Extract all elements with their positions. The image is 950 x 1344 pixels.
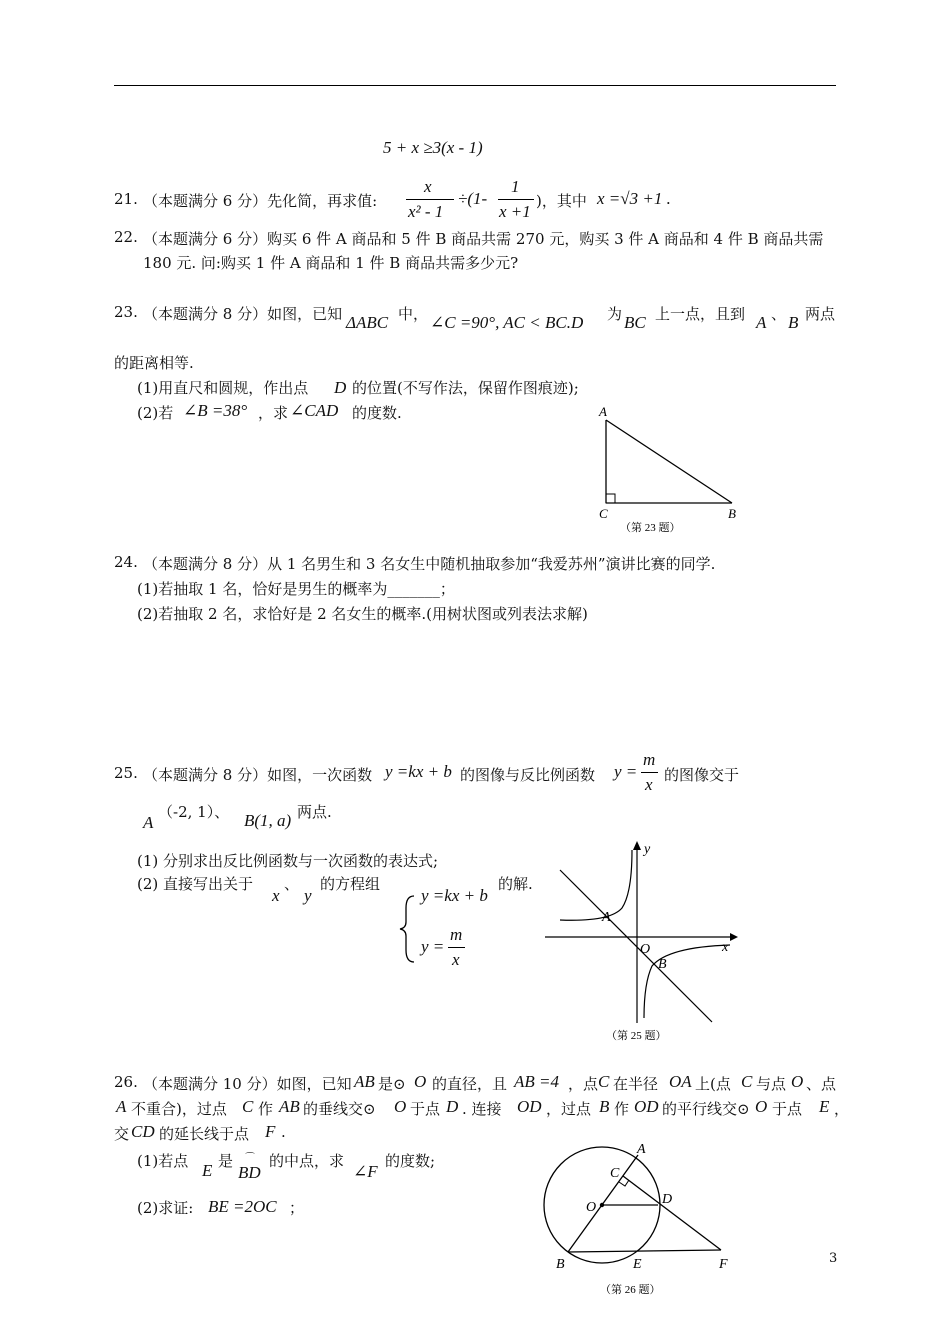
q26-part2-post: ； (289, 1199, 305, 1217)
q23-zhong: 中， (398, 305, 429, 323)
fig25-caption: （第 25 题） (606, 1030, 667, 1042)
q21-frac1-bar (406, 199, 454, 200)
fig26-line-cf (623, 1176, 721, 1250)
fig26-label-o: O (586, 1200, 597, 1215)
q23-part1-d: D (334, 378, 347, 397)
q23-b: B (788, 313, 799, 332)
fig25-label-o: O (640, 942, 651, 957)
q24-number: 24. (114, 553, 138, 571)
q26-d1: D (446, 1097, 459, 1116)
q26-part1-e: E (202, 1161, 213, 1180)
q26-ab4: AB =4 (514, 1072, 559, 1091)
fig23-right-angle-mark (606, 494, 615, 503)
fig25-label-x: x (722, 940, 729, 955)
fig26-label-b: B (556, 1257, 565, 1272)
q26-part1-bd: BD (238, 1163, 261, 1182)
inequality-expression: 5 + x ≥3(x - 1) (383, 138, 483, 157)
q23-triangle: ΔABC (346, 313, 389, 332)
q26-c3: C (242, 1097, 254, 1116)
q26-l1f: 上(点 (695, 1075, 731, 1093)
q26-part1-angle-f: ∠F (353, 1162, 378, 1181)
fig25-label-y: y (644, 842, 651, 857)
fig23-label-a: A (599, 404, 607, 419)
q26-l2e: . 连接 (462, 1100, 502, 1118)
q23-part1-pre: (1)用直尺和圆规，作出点 (137, 379, 309, 397)
q26-o3: O (394, 1097, 407, 1116)
q26-part1-shi: 是 (218, 1152, 234, 1170)
q26-l2j: ， (834, 1100, 850, 1118)
q26-l2c: 的垂线交⊙ (303, 1100, 376, 1118)
q26-c2: C (741, 1072, 753, 1091)
q25-suffix: 的图像交于 (664, 766, 740, 784)
q22-line1: （本题满分 6 分）购买 6 件 A 商品和 5 件 B 商品共需 270 元，购买 3 件 A 商品和 4 件 B 商品共需 (143, 230, 824, 248)
q25-part1: (1) 分别求出反比例函数与一次函数的表达式; (137, 852, 439, 870)
q25-system-eq1: y =kx + b (421, 886, 488, 905)
q22-line2: 180 元. 问:购买 1 件 A 商品和 1 件 B 商品共需多少元? (143, 254, 519, 272)
q25-jie: 的解. (498, 875, 533, 893)
q25-point-a-coord: （-2, 1）、 (158, 803, 230, 821)
q21-value: x =√3 +1 . (597, 189, 671, 208)
q26-l1g: 与点 (756, 1075, 787, 1093)
fig25-linear-line (560, 870, 712, 1022)
q21-frac1-num: x (424, 177, 432, 196)
q23-shang: 上一点，且到 (655, 305, 746, 323)
q26-ab: AB (354, 1072, 375, 1091)
fig23-caption: （第 23 题） (620, 522, 681, 534)
q23-condition: ∠C =90°, AC < BC.D (430, 313, 584, 332)
q26-part1-arc-mark: ⌒ (245, 1153, 255, 1164)
q24-part1: (1)若抽取 1 名，恰好是男生的概率为_______； (137, 580, 455, 598)
q25-part2-pre: (2) 直接写出关于 (137, 875, 254, 893)
figure-26 (530, 1135, 740, 1300)
fig25-label-a: A (602, 910, 611, 925)
q25-mid: 的图像与反比例函数 (460, 766, 596, 784)
q26-o2: O (791, 1072, 804, 1091)
fig26-center-dot (600, 1203, 604, 1207)
q26-o4: O (755, 1097, 768, 1116)
fig26-right-angle-mark (619, 1180, 629, 1186)
q25-part2-dun: 、 (284, 875, 300, 893)
q26-number: 26. (114, 1073, 138, 1091)
q21-frac2-bar (498, 199, 534, 200)
q25-frac-bar (641, 772, 658, 773)
q25-prefix: （本题满分 8 分）如图，一次函数 (143, 766, 373, 784)
q25-part2-post: 的方程组 (320, 875, 381, 893)
q25-frac-num: m (643, 750, 656, 769)
header-rule (114, 85, 836, 86)
fig25-hyperbola-branch-4 (644, 945, 730, 1018)
q23-part1-post: 的位置(不写作法，保留作图痕迹); (352, 379, 579, 397)
q23-part2-angle: ∠B =38° (183, 401, 248, 420)
q21-op-close: )，其中 (536, 192, 587, 210)
fig26-label-f: F (719, 1257, 728, 1272)
q26-l1a: （本题满分 10 分）如图，已知 (143, 1075, 352, 1093)
q26-l1h: 、点 (806, 1075, 837, 1093)
q26-e1: E (819, 1097, 830, 1116)
q25-system-eq2-bar (448, 947, 465, 948)
page-number: 3 (829, 1251, 838, 1266)
fig26-label-e: E (633, 1257, 642, 1272)
q26-l1d: ，点 (568, 1075, 599, 1093)
q26-cd: CD (131, 1122, 155, 1141)
q23-number: 23. (114, 303, 138, 321)
fig23-side-ab (606, 420, 732, 503)
q26-part1-mid: 的中点，求 (269, 1152, 345, 1170)
q26-l2f: ，过点 (546, 1100, 592, 1118)
fig25-y-arrow (633, 841, 641, 850)
q25-system-brace (398, 894, 418, 964)
q24-text: （本题满分 8 分）从 1 名男生和 3 名女生中随机抽取参加“我爱苏州”演讲比赛的同学. (143, 555, 716, 573)
q23-part2-post: 的度数. (352, 404, 402, 422)
q25-system-eq2-den: x (452, 950, 460, 969)
fig26-label-a: A (637, 1142, 646, 1157)
q26-od2: OD (634, 1097, 659, 1116)
q23-wei: 为 (607, 305, 623, 323)
fig23-label-b: B (728, 506, 736, 521)
q26-o1: O (414, 1072, 427, 1091)
q26-f1: F (265, 1122, 276, 1141)
q26-ab2: AB (279, 1097, 300, 1116)
fig26-line-bf (568, 1250, 721, 1252)
q25-system-eq2-num: m (450, 925, 463, 944)
q26-part2-pre: (2)求证: (137, 1199, 194, 1217)
q26-l2h: 的平行线交⊙ (662, 1100, 750, 1118)
q26-part1-pre: (1)若点 (137, 1152, 189, 1170)
q25-point-a: A (143, 813, 154, 832)
q26-l2d: 于点 (410, 1100, 441, 1118)
q21-number: 21. (114, 190, 138, 208)
fig26-label-d: D (662, 1192, 673, 1207)
q25-part2-x: x (272, 886, 280, 905)
q26-od: OD (517, 1097, 542, 1116)
q21-frac2-den: x +1 (499, 202, 531, 221)
fig26-caption: （第 26 题） (600, 1284, 661, 1296)
q26-l1c: 的直径，且 (432, 1075, 508, 1093)
q24-part2: (2)若抽取 2 名，求恰好是 2 名女生的概率.(用树状图或列表法求解) (137, 605, 588, 623)
q26-l2-a: A (116, 1097, 127, 1116)
fig25-x-arrow (730, 933, 738, 941)
q26-b1: B (599, 1097, 610, 1116)
q26-l3a: 交 (114, 1125, 130, 1143)
q25-frac-den: x (645, 775, 653, 794)
q21-text: （本题满分 6 分）先化简，再求值: (143, 192, 378, 210)
q23-a: A (756, 313, 767, 332)
q25-system-eq2-pre: y = (421, 937, 445, 956)
q26-l2i: 于点 (772, 1100, 803, 1118)
q23-part2-cad: ∠CAD (290, 401, 339, 420)
q25-liangdian: 两点. (297, 803, 332, 821)
q26-l3b: 的延长线于点 (159, 1125, 250, 1143)
fig25-hyperbola-branch-2 (560, 850, 632, 920)
q23-bc: BC (624, 313, 646, 332)
q23-part2-mid: ，求 (258, 404, 289, 422)
q26-l3c: . (281, 1123, 286, 1141)
fig26-label-c: C (610, 1166, 620, 1181)
q21-frac1-den: x² - 1 (408, 202, 444, 221)
q26-l2a: 不重合)，过点 (131, 1100, 227, 1118)
q23-prefix: （本题满分 8 分）如图，已知 (143, 305, 343, 323)
q26-l2b: 作 (258, 1100, 274, 1118)
q25-part2-y: y (304, 886, 312, 905)
q23-line2: 的距离相等. (114, 354, 194, 372)
q26-part2-eq: BE =2OC (208, 1197, 277, 1216)
q22-number: 22. (114, 228, 138, 246)
q26-c1: C (598, 1072, 610, 1091)
q21-op-open: ÷(1- (458, 189, 488, 208)
fig23-label-c: C (599, 506, 608, 521)
fig25-label-b: B (658, 957, 667, 972)
q25-y-eq: y = (614, 762, 638, 781)
q26-l1b: 是⊙ (378, 1075, 406, 1093)
q23-dun: 、 (771, 305, 787, 323)
q26-oa: OA (669, 1072, 692, 1091)
q26-part1-post: 的度数; (385, 1152, 436, 1170)
figure-25 (540, 838, 740, 1048)
q25-linear: y =kx + b (385, 762, 452, 781)
q25-point-b: B(1, a) (244, 811, 292, 830)
q26-l2g: 作 (614, 1100, 630, 1118)
q23-liangdian: 两点 (805, 305, 836, 323)
q26-l1e: 在半径 (613, 1075, 659, 1093)
figure-23 (590, 400, 760, 540)
q23-part2-pre: (2)若 (137, 404, 174, 422)
q21-frac2-num: 1 (511, 177, 520, 196)
q25-number: 25. (114, 764, 138, 782)
